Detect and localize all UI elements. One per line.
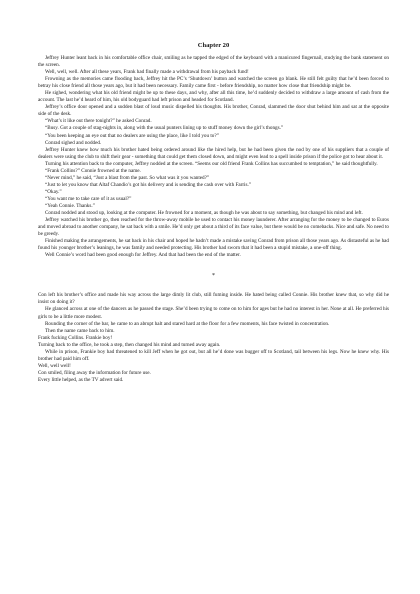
paragraph: Con smiled, filing away the information for future use. [38, 369, 151, 376]
section-break-asterisk: * [212, 273, 215, 280]
paragraph: Jeffrey watched his brother go, then reached for the throw-away mobile he used to contact his money launderer. After arranging for the money to be changed to Euros and moved abroad to another company, he sat back with a smile. He’d only get about a third of its face value, but there would be no comebacks. Nice and safe. No need to be greedy. [38, 217, 389, 238]
paragraph: Jeffrey’s office door opened and a sudden blast of loud music dispelled his thoughts. His brother, Conrad, slammed the door shut behind him and sat at the opposite side of the desk. [38, 104, 389, 118]
paragraph: Conrad sighed and nodded. [45, 139, 102, 146]
paragraph: Well Connie’s word had been good enough for Jeffrey. And that had been the end of the matter. [45, 252, 241, 259]
paragraph: Finished making the arrangements, he sat back in his chair and hoped he hadn’t made a mistake saving Conrad from prison all those years ago. As distasteful as he had found his younger brother’s leanings, he was family and needed protecting. His brother had sworn that it had been a stupid mistake, a one-off thing. [38, 238, 389, 252]
paragraph: Every little helped, as the TV advert said. [38, 376, 124, 383]
paragraph: Frowning as the memories came flooding back, Jeffrey hit the PC’s ‘Shutdown’ button and watched the screen go blank. He still felt guilty that he’d been forced to betray his close friend all those years ago, but it had been necessary. Family came first - before friendship, no matter how close that friendship might be. [38, 76, 389, 90]
paragraph: Well, well well! [38, 362, 71, 369]
paragraph: Conrad nodded and stood up, looking at the computer. He frowned for a moment, as though he was about to say something, but changed his mind and left. [45, 210, 363, 217]
paragraph: Jeffrey Hunter leant back in his comfortable office chair, smiling as he tapped the edged of the keyboard with a manicured fingernail, studying the bank statement on the screen. [38, 55, 389, 69]
paragraph: Well, well, well. After all these years, Frank had finally made a withdrawal from his payback fund! [45, 69, 249, 76]
paragraph: “Just to let you know that Altaf Chandio’s got his delivery and is sending the cash over with Farris.” [45, 181, 252, 188]
paragraph: He glanced across at one of the dancers as he passed the stage. She’d been trying to come on to him for ages but he had no interest in her. None at all. He preferred his girls to be a little more modest. [38, 306, 389, 320]
paragraph: He sighed, wondering what his old friend might be up to these days, and why, after all this time, he’d suddenly decided to withdraw a large amount of cash from the account. The last he’d heard of him, his old bodyguard had left prison and headed for Scotland. [38, 90, 389, 104]
paragraph: “What’s it like out there tonight?” he asked Conrad. [45, 118, 152, 125]
paragraph: “Frank Collins?” Connie frowned at the name. [45, 167, 141, 174]
paragraph: “You been keeping an eye out that no dealers are using the place, like I told you to?” [45, 132, 219, 139]
chapter-section-1 [38, 55, 389, 259]
paragraph: Jeffrey Hunter knew how much his brother hated being ordered around like the hired help, but he had been given the nod by one of his suppliers that a couple of dealers were using the club to shift their gear - something that could get them closed down, and might even lead to a spell inside prison if the police got to hear about it. [38, 146, 389, 160]
paragraph: Frank fucking Collins. Frankie boy! [38, 334, 113, 341]
chapter-title: Chapter 20 [197, 42, 230, 49]
paragraph: Rounding the corner of the bar, he came to an abrupt halt and stared hard at the floor for a few moments, his face twisted in concentration. [45, 320, 330, 327]
paragraph: “You want me to take care of it as usual?” [45, 195, 132, 202]
paragraph: “Okay.” [45, 188, 62, 195]
paragraph: “Busy. Got a couple of stag-nights in, along with the usual punters lining up to stuff money down the girl’s thongs.” [45, 125, 284, 132]
paragraph: Con left his brother’s office and made his way across the large dimly lit club, still fuming inside. He hated being called Connie. His brother knew that, so why did he insist on doing it? [38, 292, 389, 306]
paragraph: “Never mind,” he said, “Just a blast from the past. So what was it you wanted?” [45, 174, 210, 181]
paragraph: “Yeah Connie. Thanks.” [45, 202, 95, 209]
paragraph: Then the name came back to him. [45, 327, 115, 334]
paragraph: Turning his attention back to the computer, Jeffrey nodded at the screen. “Seems our old friend Frank Collins has succumbed to temptation,” he said thoughtfully. [45, 160, 378, 167]
paragraph: While in prison, Frankie boy had threatened to kill Jeff when he got out, but all he’d done was bugger off to Scotland, tail between his legs. Now he knew why. His brother had paid him off. [38, 348, 389, 362]
paragraph: Turning back to the office, he took a step, then changed his mind and turned away again. [38, 341, 221, 348]
chapter-section-2 [38, 292, 389, 384]
